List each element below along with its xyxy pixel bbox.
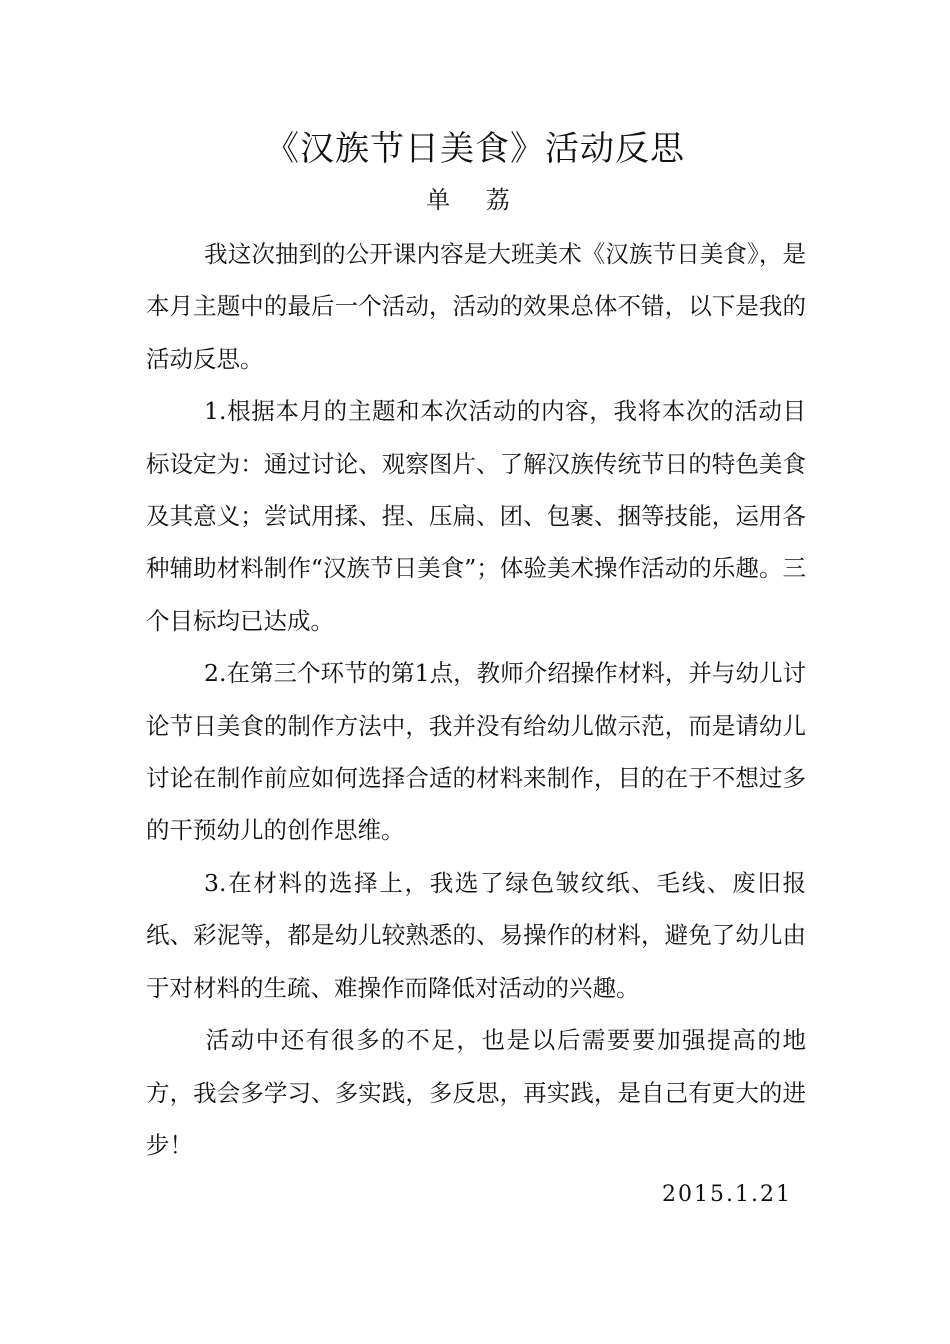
paragraph-point-2: [146, 647, 806, 857]
paragraph-point-3: [146, 857, 806, 1014]
document-body: [146, 228, 806, 1171]
document-title: 《汉族节日美食》活动反思: [265, 129, 685, 169]
paragraph-point-1-text: 1.根据本月的主题和本次活动的内容，我将本次的活动目标设定为：通过讨论、观察图片、了解汉族传统节日的特色美食及其意义；尝试用揉、捏、压扁、团、包裹、捆等技能，运用各种辅助材料制作“汉族节日美食”；体验美术操作活动的乐趣。三个目标均已达成。: [146, 397, 806, 635]
paragraph-intro: [146, 228, 806, 385]
paragraph-point-3-text: 3.在材料的选择上，我选了绿色皱纹纸、毛线、废旧报纸、彩泥等，都是幼儿较熟悉的、易操作的材料，避免了幼儿由于对材料的生疏、难操作而降低对活动的兴趣。: [146, 868, 806, 1002]
paragraph-point-2-text: 2.在第三个环节的第1点，教师介绍操作材料，并与幼儿讨论节日美食的制作方法中，我并没有给幼儿做示范，而是请幼儿讨论在制作前应如何选择合适的材料来制作，目的在于不想过多的干预幼儿的创作思维。: [146, 659, 806, 845]
paragraph-point-1: [146, 385, 806, 647]
author-name: 单 荔: [426, 186, 524, 214]
paragraph-conclusion-text: 活动中还有很多的不足，也是以后需要要加强提高的地方，我会多学习、多实践，多反思，再实践，是自己有更大的进步！: [146, 1026, 806, 1159]
paragraph-conclusion: [146, 1014, 806, 1171]
document-date: 2015.1.21: [662, 1182, 792, 1207]
paragraph-intro-text: 我这次抽到的公开课内容是大班美术《汉族节日美食》，是本月主题中的最后一个活动，活动的效果总体不错，以下是我的活动反思。: [146, 240, 806, 373]
